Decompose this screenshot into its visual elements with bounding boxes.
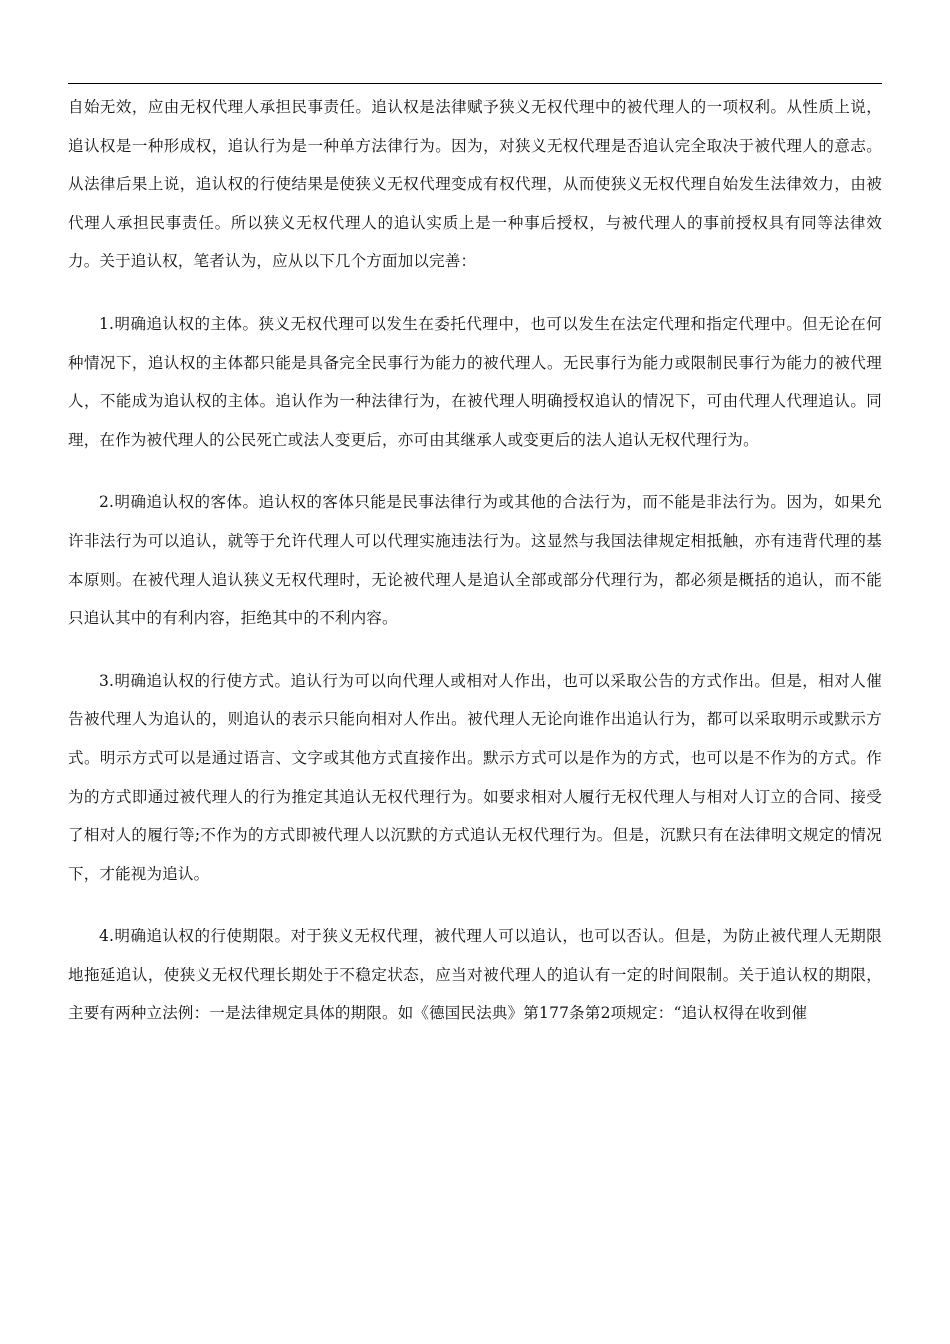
header-rule: [68, 83, 882, 84]
paragraph-exercise-method: 3.明确追认权的行使方式。追认行为可以向代理人或相对人作出，也可以采取公告的方式作出。但是，相对人催告被代理人为追认的，则追认的表示只能向相对人作出。被代理人无论向谁作出追认行为，都可以采取明示或默示方式。明示方式可以是通过语言、文字或其他方式直接作出。默示方式可以是作为的方式，也可以是不作为的方式。作为的方式即通过被代理人的行为推定其追认无权代理行为。如要求相对人履行无权代理人与相对人订立的合同、接受了相对人的履行等;不作为的方式即被代理人以沉默的方式追认无权代理行为。但是，沉默只有在法律明文规定的情况下，才能视为追认。: [68, 671, 882, 883]
paragraph-object: 2.明确追认权的客体。追认权的客体只能是民事法律行为或其他的合法行为，而不能是非法行为。因为，如果允许非法行为可以追认，就等于允许代理人可以代理实施违法行为。这显然与我国法律规定相抵触，亦有违背代理的基本原则。在被代理人追认狭义无权代理时，无论被代理人是追认全部或部分代理行为，都必须是概括的追认，而不能只追认其中的有利内容，拒绝其中的不利内容。: [68, 493, 882, 628]
paragraph-subject: 1.明确追认权的主体。狭义无权代理可以发生在委托代理中，也可以发生在法定代理和指定代理中。但无论在何种情况下，追认权的主体都只能是具备完全民事行为能力的被代理人。无民事行为能力或限制民事行为能力的被代理人，不能成为追认权的主体。追认作为一种法律行为，在被代理人明确授权追认的情况下，可由代理人代理追认。同理，在作为被代理人的公民死亡或法人变更后，亦可由其继承人或变更后的法人追认无权代理行为。: [68, 314, 882, 449]
body-text: [68, 88, 882, 1057]
paragraph-intro: 自始无效，应由无权代理人承担民事责任。追认权是法律赋予狭义无权代理中的被代理人的一项权利。从性质上说，追认权是一种形成权，追认行为是一种单方法律行为。因为，对狭义无权代理是否追认完全取决于被代理人的意志。从法律后果上说，追认权的行使结果是使狭义无权代理变成有权代理，从而使狭义无权代理自始发生法律效力，由被代理人承担民事责任。所以狭义无权代理人的追认实质上是一种事后授权，与被代理人的事前授权具有同等法律效力。关于追认权，笔者认为，应从以下几个方面加以完善：: [68, 98, 882, 271]
paragraph-exercise-period: 4.明确追认权的行使期限。对于狭义无权代理，被代理人可以追认，也可以否认。但是，为防止被代理人无期限地拖延追认，使狭义无权代理长期处于不稳定状态，应当对被代理人的追认有一定的时间限制。关于追认权的期限，主要有两种立法例：一是法律规定具体的期限。如《德国民法典》第177条第2项规定：“追认权得在收到催: [68, 927, 882, 1023]
